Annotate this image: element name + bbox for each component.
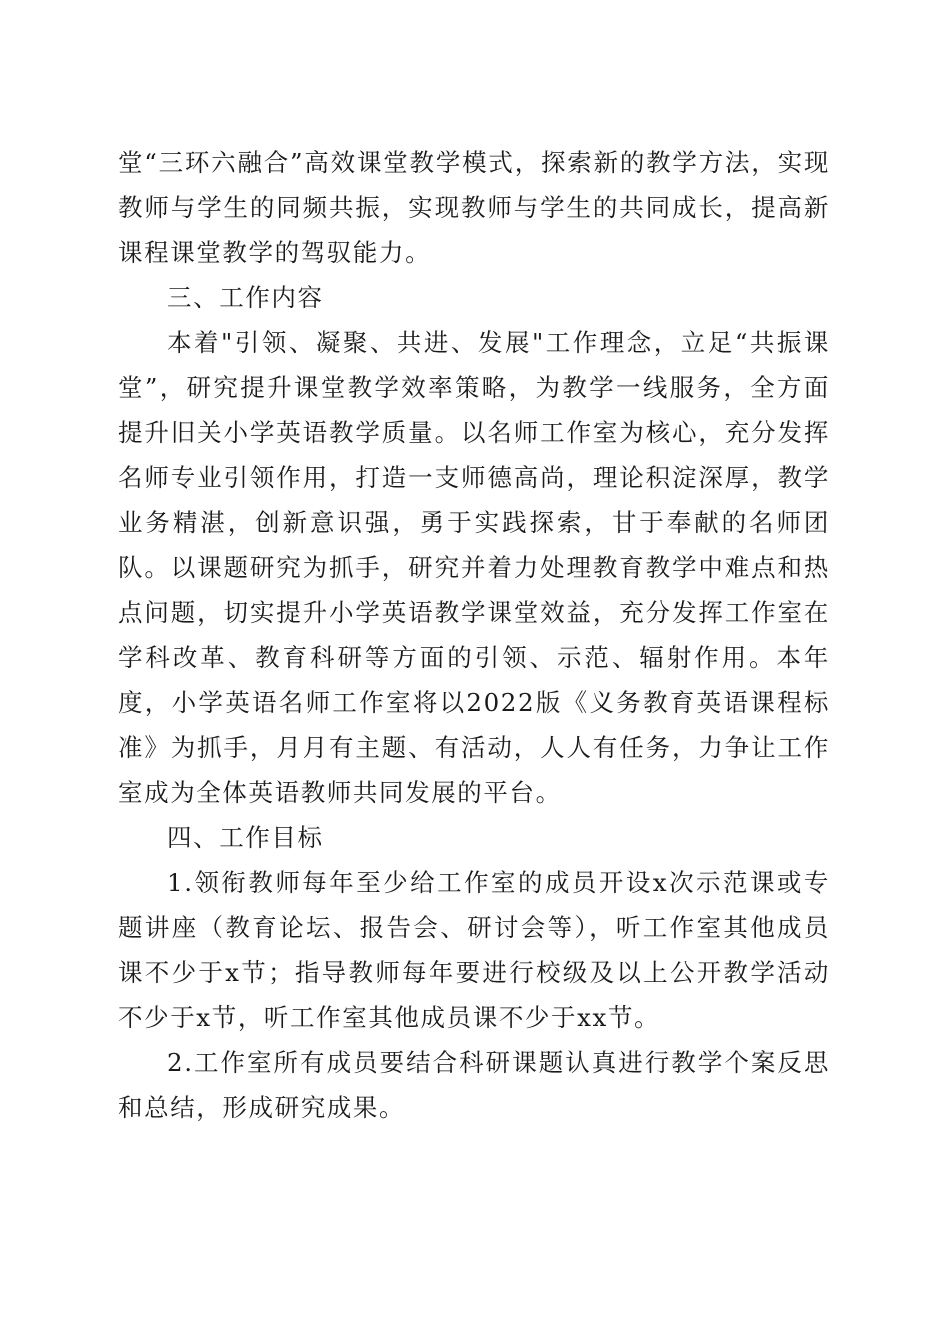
section-heading-work-content: 三、工作内容 — [167, 283, 324, 312]
document-body — [118, 140, 830, 1130]
paragraph-work-content: 本着"引领、凝聚、共进、发展"工作理念，立足“共振课堂”，研究提升课堂教学效率策略，为教学一线服务，全方面提升旧关小学英语教学质量。以名师工作室为核心，充分发挥名师专业引领作用，打造一支师德高尚，理论积淀深厚，教学业务精湛，创新意识强，勇于实践探索，甘于奉献的名师团队。以课题研究为抓手，研究并着力处理教育教学中难点和热点问题，切实提升小学英语教学课堂效益，充分发挥工作室在学科改革、教育科研等方面的引领、示范、辐射作用。本年度，小学英语名师工作室将以2022版《义务教育英语课程标准》为抓手，月月有主题、有活动，人人有任务，力争让工作室成为全体英语教师共同发展的平台。 — [118, 328, 830, 807]
paragraph-intro-continued: 堂“三环六融合”高效课堂教学模式，探索新的教学方法，实现教师与学生的同频共振，实现教师与学生的共同成长，提高新课程课堂教学的驾驭能力。 — [118, 148, 830, 267]
goal-item-1: 1.领衔教师每年至少给工作室的成员开设x次示范课或专题讲座（教育论坛、报告会、研讨会等），听工作室其他成员课不少于x节；指导教师每年要进行校级及以上公开教学活动不少于x节，听工作室其他成员课不少于xx节。 — [118, 868, 830, 1032]
section-heading-work-goals: 四、工作目标 — [167, 823, 324, 852]
goal-item-2: 2.工作室所有成员要结合科研课题认真进行教学个案反思和总结，形成研究成果。 — [118, 1048, 830, 1122]
